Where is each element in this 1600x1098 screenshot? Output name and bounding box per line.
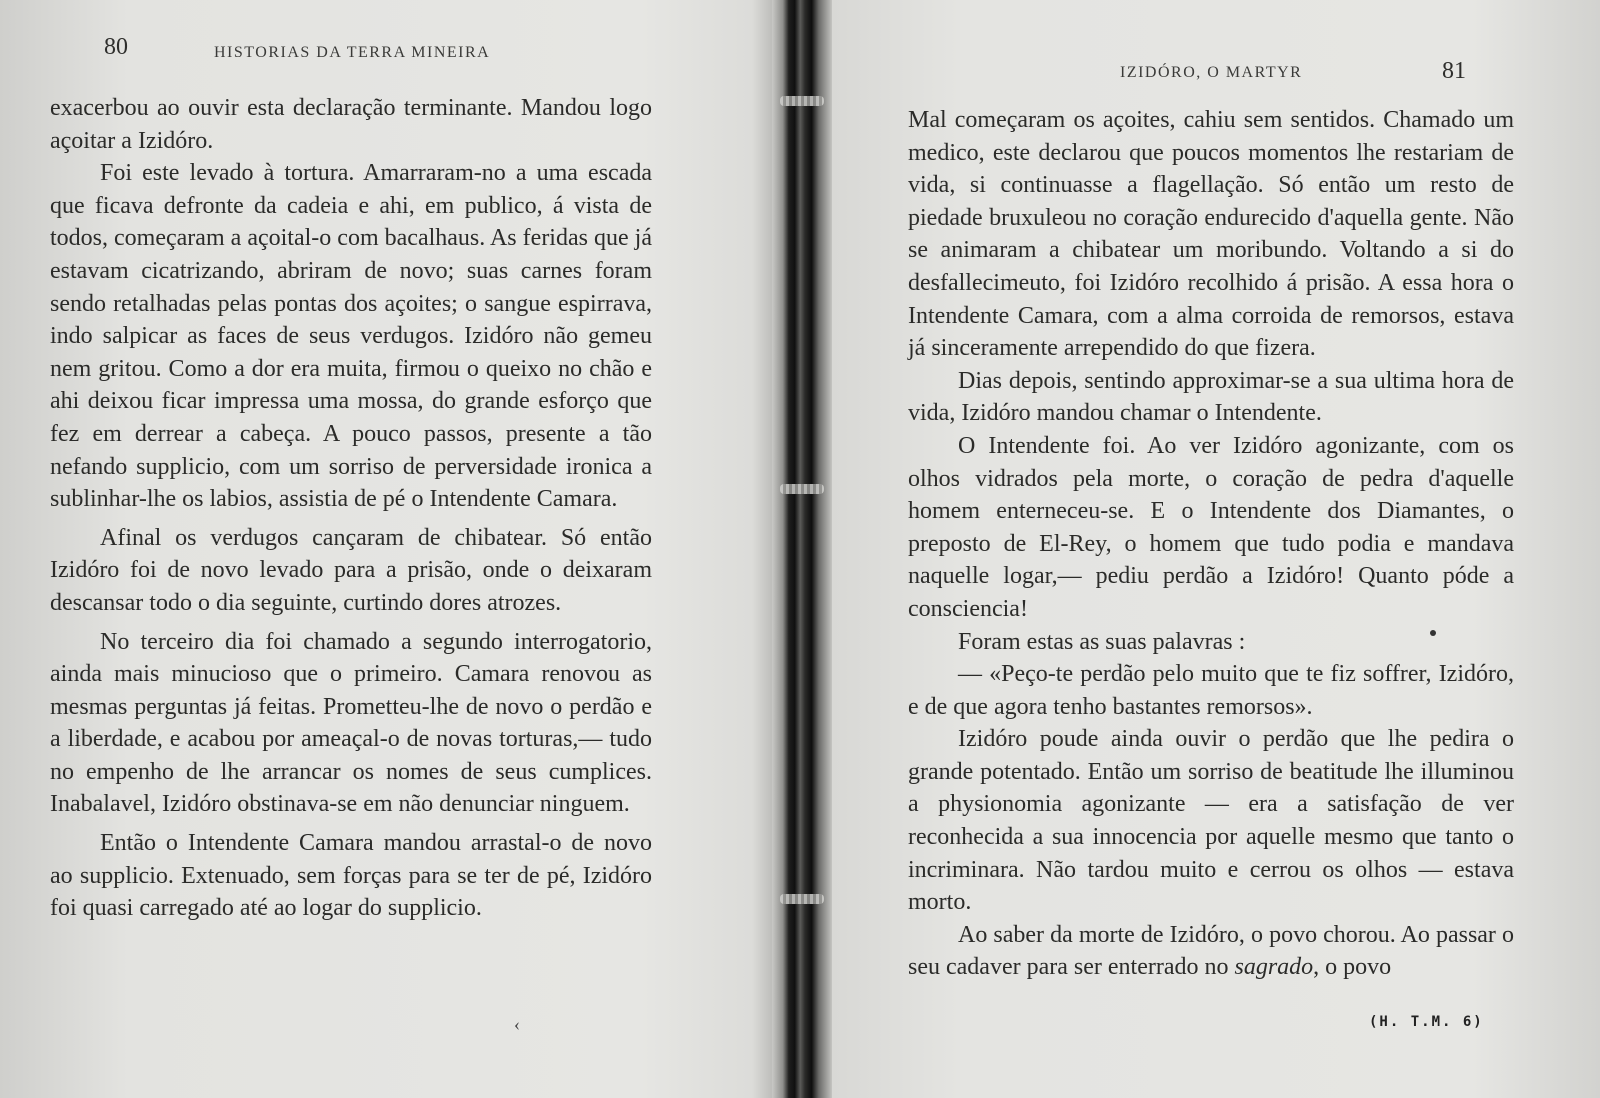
body-text: [908, 104, 1514, 984]
ink-speck: [1430, 630, 1436, 636]
paragraph: O Intendente foi. Ao ver Izidóro agonizante, com os olhos vidrados pela morte, o coração de pedra d'aquelle homem enterneceu-se. E o Intendente dos Diamantes, o preposto de El-Rey, o homem que tudo podia e mandava naquelle logar,— pediu perdão a Izidóro! Quanto póde a consciencia!: [908, 432, 1514, 622]
paragraph: Afinal os verdugos cançaram de chibatear. Só então Izidóro foi de novo levado para a prisão, onde o deixaram descansar todo o dia seguinte, curtindo dores atrozes.: [50, 524, 652, 616]
binding-stitch: [780, 484, 824, 494]
right-page: [830, 0, 1600, 1098]
book-binding: [772, 0, 832, 1098]
paragraph: No terceiro dia foi chamado a segundo interrogatorio, ainda mais minucioso que o primeiro. Camara renovou as mesmas perguntas já feitas. Prometteu-lhe de novo o perdão e a liberdade, e acabou por ameaçal-o de novas torturas,— tudo no empenho de lhe arrancar os nomes de seus cumplices. Inabalavel, Izidóro obstinava-se em não denunciar ninguem.: [50, 628, 652, 818]
running-head: IZIDÓRO, O MARTYR: [1120, 64, 1303, 81]
page-number: 80: [104, 34, 128, 60]
paragraph: Izidóro poude ainda ouvir o perdão que lhe pedira o grande potentado. Então um sorriso de beatitude lhe illuminou a physionomia agonizante — era a satisfação de ver reconhecida a sua innocencia por aquelle mesmo que tanto o incriminara. Não tardou muito e cerrou os olhos — estava morto.: [908, 726, 1514, 916]
paragraph: Mal começaram os açoites, cahiu sem sentidos. Chamado um medico, este declarou que poucos momentos lhe restariam de vida, si continuasse a flagellação. Só então um resto de piedade bruxuleou no coração endurecido d'aquella gente. Não se animaram a chibatear um moribundo. Voltando a si do desfallecimeuto, foi Izidóro recolhido á prisão. A essa hora o Intendente Camara, com a alma corroida de remorsos, estava já sinceramente arrependido do que fizera.: [908, 107, 1514, 362]
paragraph: Então o Intendente Camara mandou arrastal-o de novo ao supplicio. Extenuado, sem forças para se ter de pé, Izidóro foi quasi carregado até ao logar do supplicio.: [50, 830, 652, 922]
paragraph: Ao saber da morte de Izidóro, o povo chorou. Ao passar o seu cadaver para ser enterrado no sagrado, o povo: [908, 921, 1514, 981]
binding-stitch: [780, 96, 824, 106]
left-page: [0, 0, 770, 1098]
paragraph: Foi este levado à tortura. Amarraram-no a uma escada que ficava defronte da cadeia e ahi, em publico, á vista de todos, começaram a açoital-o com bacalhaus. As feridas que já estavam cicatrizando, abriram de novo; suas carnes foram sendo retalhadas pelas pontas dos açoites; o sangue espirrava, indo salpicar as faces de seus verdugos. Izidóro não gemeu nem gritou. Como a dor era muita, firmou o queixo no chão e ahi deixou ficar impressa uma mossa, do grande esforço que fez em derrear a cabeça. A pouco passos, presente a tão nefando supplicio, com um sorriso de perversidade ironica a sublinhar-lhe os labios, assistia de pé o Intendente Camara.: [50, 160, 652, 513]
binding-stitch: [780, 894, 824, 904]
running-head: HISTORIAS DA TERRA MINEIRA: [214, 44, 491, 61]
paragraph: Foram estas as suas palavras :: [958, 628, 1246, 655]
signature-mark: (H. T.M. 6): [1369, 1014, 1484, 1030]
body-text: [50, 92, 652, 925]
paragraph: — «Peço-te perdão pelo muito que te fiz soffrer, Izidóro, e de que agora tenho bastantes remorsos».: [908, 661, 1514, 720]
paragraph: exacerbou ao ouvir esta declaração terminante. Mandou logo açoitar a Izidóro.: [50, 95, 652, 154]
ink-mark: ‹: [514, 1014, 520, 1034]
paragraph: Dias depois, sentindo approximar-se a sua ultima hora de vida, Izidóro mandou chamar o Intendente.: [908, 367, 1514, 427]
page-number: 81: [1442, 58, 1466, 84]
